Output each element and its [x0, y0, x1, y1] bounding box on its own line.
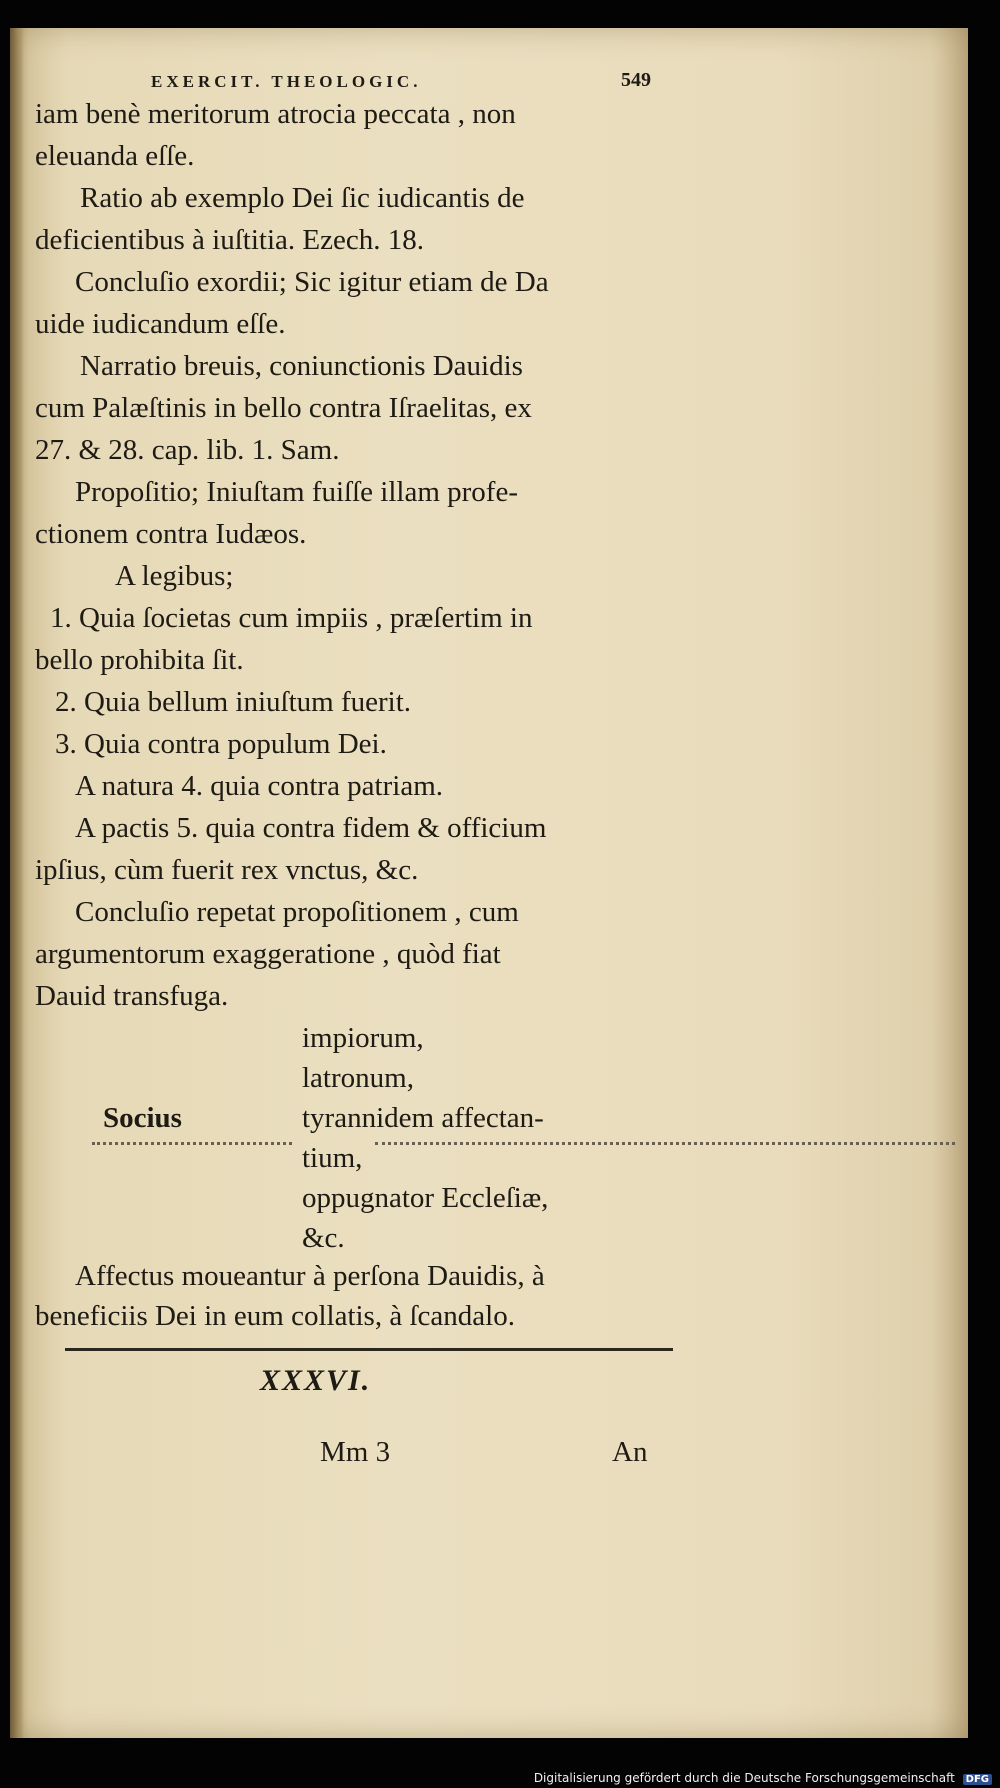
text-line: A legibus;: [115, 560, 234, 592]
dotted-leader-right: [375, 1142, 955, 1145]
running-title: EXERCIT. THEOLOGIC.: [151, 72, 422, 91]
text-line: A pactis 5. quia contra fidem & officium: [75, 812, 547, 844]
text-line: 27. & 28. cap. lib. 1. Sam.: [35, 434, 340, 466]
text-line: argumentorum exaggeratione , quòd fiat: [35, 938, 501, 970]
socius-item: tium,: [302, 1142, 363, 1174]
text-line: cum Palæſtinis in bello contra Iſraelitas, ex: [35, 392, 532, 424]
text-line: ctionem contra Iudæos.: [35, 518, 307, 550]
digitization-credit: [534, 1771, 992, 1785]
closing-line: Affectus moueantur à perſona Dauidis, à: [75, 1260, 545, 1292]
dotted-leader-left: [92, 1142, 292, 1145]
text-line: 1. Quia ſocietas cum impiis , præſertim in: [50, 602, 533, 634]
text-line: Narratio breuis, coniunctionis Dauidis: [80, 350, 523, 382]
section-rule: [65, 1348, 673, 1351]
socius-label: Socius: [103, 1102, 182, 1134]
credit-text: Digitalisierung gefördert durch die Deutsche Forschungsgemeinschaft: [533, 1771, 955, 1785]
text-line: bello prohibita ſit.: [35, 644, 244, 676]
socius-item: tyrannidem affectan-: [302, 1102, 544, 1134]
socius-item: &c.: [302, 1222, 345, 1254]
section-number: XXXVI.: [260, 1364, 372, 1397]
text-line: 3. Quia contra populum Dei.: [55, 728, 387, 760]
socius-item: oppugnator Eccleſiæ,: [302, 1182, 549, 1214]
text-line: eleuanda eſſe.: [35, 140, 195, 172]
signature-mark: Mm 3: [320, 1436, 391, 1468]
text-line: iam benè meritorum atrocia peccata , non: [35, 98, 516, 130]
text-line: A natura 4. quia contra patriam.: [75, 770, 444, 802]
text-line: Dauid transfuga.: [35, 980, 229, 1012]
text-line: Concluſio exordii; Sic igitur etiam de Da: [75, 266, 549, 298]
book-page: [10, 28, 968, 1738]
text-line: uide iudicandum eſſe.: [35, 308, 286, 340]
page-spine-shadow: [10, 28, 24, 1738]
text-line: Concluſio repetat propoſitionem , cum: [75, 896, 519, 928]
socius-item: latronum,: [302, 1062, 414, 1094]
socius-item: impiorum,: [302, 1022, 424, 1054]
closing-line: beneficiis Dei in eum collatis, à ſcandalo.: [35, 1300, 515, 1332]
text-line: Propoſitio; Iniuſtam fuiſſe illam profe-: [75, 476, 518, 508]
text-line: Ratio ab exemplo Dei ſic iudicantis de: [80, 182, 525, 214]
dfg-logo-icon: DFG: [963, 1774, 992, 1785]
text-line: ipſius, cùm fuerit rex vnctus, &c.: [35, 854, 419, 886]
text-line: 2. Quia bellum iniuſtum fuerit.: [55, 686, 412, 718]
page-number: 549: [621, 69, 651, 91]
catchword: An: [612, 1436, 648, 1468]
text-line: deficientibus à iuſtitia. Ezech. 18.: [35, 224, 424, 256]
